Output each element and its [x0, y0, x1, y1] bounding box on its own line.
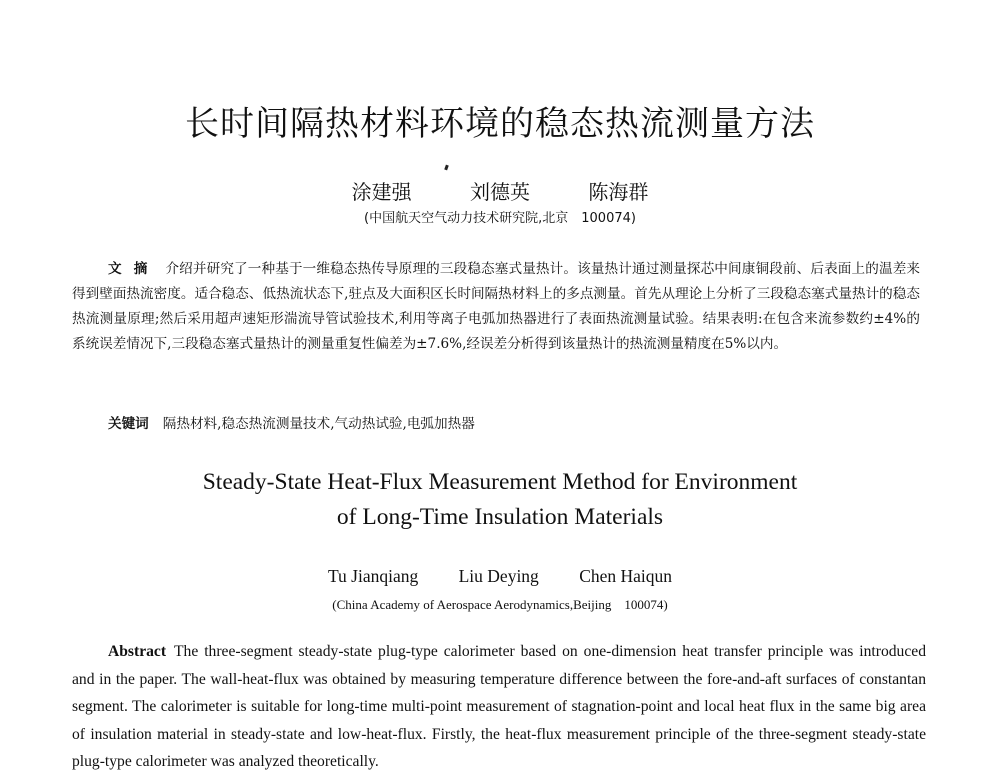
english-abstract-text: The three-segment steady-state plug-type calorimeter based on one-dimension heat transfer principle was introduced and in the paper. The wall-heat-flux was obtained by measuring temperature difference between the fore-and-aft surfaces of constantan segment. The calorimeter is suitable for long-time multi-point measurement of stagnation-point and local heat flux in the same big area of insulation material in steady-state and low-heat-flux. Firstly, the heat-flux measurement principle of the three-segment steady-state plug-type calorimeter was analyzed theoretically. — [72, 643, 926, 770]
chinese-abstract-text: 介绍并研究了一种基于一维稳态热传导原理的三段稳态塞式量热计。该量热计通过测量探芯中间康铜段前、后表面上的温差来得到壁面热流密度。适合稳态、低热流状态下,驻点及大面积区长时间隔热材料上的多点测量。首先从理论上分析了三段稳态塞式量热计的稳态热流测量原理;然后采用超声速矩形湍流导管试验技术,利用等离子电弧加热器进行了表面热流测量试验。结果表明:在包含来流参数约±4%的系统误差情况下,三段稳态塞式量热计的测量重复性偏差为±7.6%,经误差分析得到该量热计的热流测量精度在5%以内。 — [72, 261, 921, 352]
chinese-abstract — [72, 257, 920, 357]
english-author-2: Liu Deying — [458, 566, 539, 586]
chinese-keywords-text: 隔热材料,稳态热流测量技术,气动热试验,电弧加热器 — [162, 416, 475, 432]
english-abstract-label: Abstract — [108, 643, 167, 660]
english-author-3: Chen Haiqun — [579, 566, 673, 586]
chinese-authors — [0, 176, 1000, 205]
chinese-keywords — [72, 412, 956, 437]
ink-mark — [444, 165, 449, 171]
chinese-author-2: 刘德英 — [470, 180, 530, 204]
chinese-keywords-label: 关键词 — [108, 416, 149, 432]
english-author-1: Tu Jianqiang — [327, 566, 419, 586]
chinese-affiliation: (中国航天空气动力技术研究院,北京 100074) — [364, 211, 636, 226]
english-authors — [0, 566, 1000, 587]
english-abstract — [72, 638, 926, 776]
english-title — [0, 465, 1000, 535]
chinese-author-3: 陈海群 — [588, 180, 649, 204]
english-affiliation: (China Academy of Aerospace Aerodynamics,Beijing 100074) — [332, 597, 668, 612]
chinese-author-1: 涂建强 — [351, 180, 412, 204]
english-title-line-2: of Long-Time Insulation Materials — [336, 504, 664, 530]
english-title-line-1: Steady-State Heat-Flux Measurement Method for Environment — [202, 469, 798, 495]
chinese-title: 长时间隔热材料环境的稳态热流测量方法 — [185, 104, 815, 144]
chinese-abstract-label: 文摘 — [108, 261, 160, 277]
